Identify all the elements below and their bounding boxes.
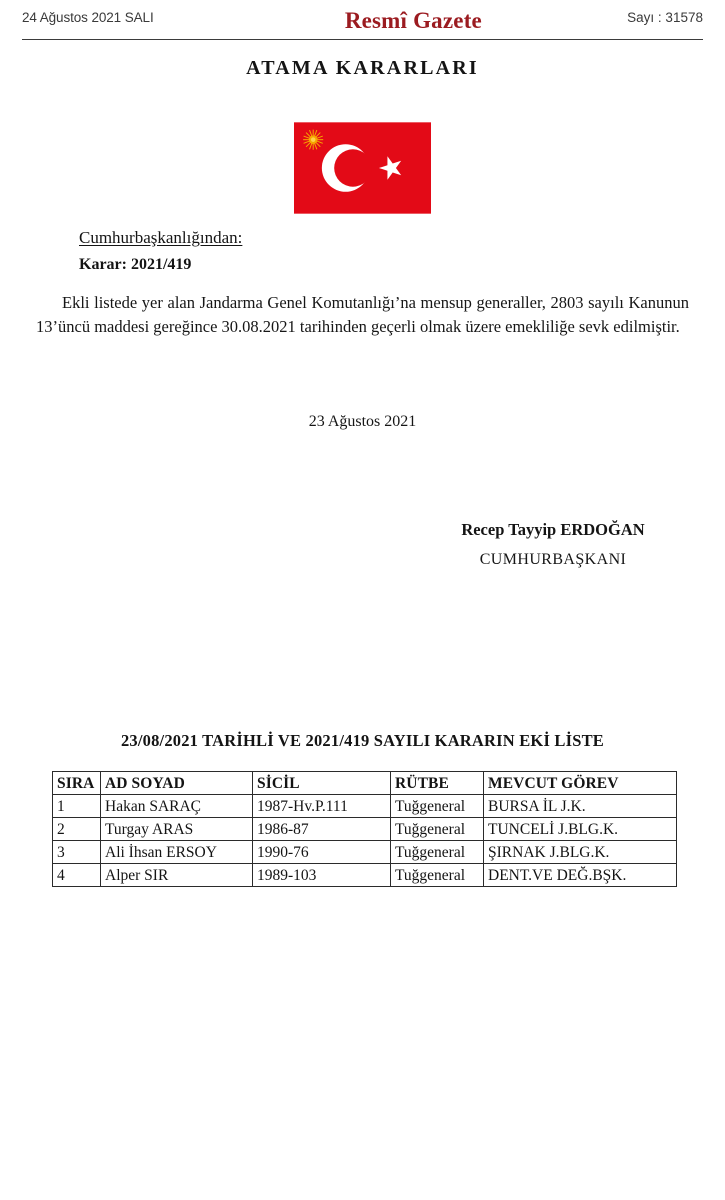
cell-ad-soyad: Turgay ARAS	[101, 818, 253, 841]
turkish-flag-svg	[294, 122, 431, 214]
cell-sira: 1	[53, 795, 101, 818]
cell-ad-soyad: Alper SIR	[101, 864, 253, 887]
page-title: ATAMA KARARLARI	[246, 57, 479, 79]
masthead-title: Resmî Gazete	[344, 8, 482, 33]
turkish-flag-icon	[294, 122, 431, 214]
cell-sira: 4	[53, 864, 101, 887]
signer-title: CUMHURBAŞKANI	[479, 551, 627, 568]
table-header-row	[53, 772, 677, 795]
annex-list-table	[52, 771, 677, 887]
cell-ad-soyad: Ali İhsan ERSOY	[101, 841, 253, 864]
column-header-sicil: SİCİL	[253, 772, 391, 795]
annex-list-title: 23/08/2021 TARİHLİ VE 2021/419 SAYILI KARARIN EKİ LİSTE	[120, 731, 605, 750]
column-header-mevcut-gorev: MEVCUT GÖREV	[484, 772, 677, 795]
cell-sicil: 1986-87	[253, 818, 391, 841]
decision-body-text: Ekli listede yer alan Jandarma Genel Komutanlığı’na mensup generaller, 2803 sayılı Kanunun 13’üncü maddesi gereğince 30.08.2021 tarihinden geçerli olmak üzere emekliliğe sevk edilmiştir.	[36, 293, 689, 336]
masthead-date: 24 Ağustos 2021 SALI	[22, 10, 154, 25]
sun-emblem-icon	[303, 130, 323, 150]
masthead-divider	[22, 39, 703, 40]
decision-number: Karar: 2021/419	[79, 256, 192, 273]
column-header-sira: SIRA	[53, 772, 101, 795]
cell-sira: 3	[53, 841, 101, 864]
cell-sira: 2	[53, 818, 101, 841]
cell-rutbe: Tuğgeneral	[391, 864, 484, 887]
cell-mevcut-gorev: TUNCELİ J.BLG.K.	[484, 818, 677, 841]
decision-date: 23 Ağustos 2021	[308, 413, 417, 430]
masthead-issue-number: Sayı : 31578	[627, 10, 703, 25]
table-row	[53, 795, 677, 818]
column-header-rutbe: RÜTBE	[391, 772, 484, 795]
cell-mevcut-gorev: BURSA İL J.K.	[484, 795, 677, 818]
table-row	[53, 864, 677, 887]
table-row	[53, 818, 677, 841]
column-header-ad-soyad: AD SOYAD	[101, 772, 253, 795]
cell-rutbe: Tuğgeneral	[391, 818, 484, 841]
cell-ad-soyad: Hakan SARAÇ	[101, 795, 253, 818]
table-row	[53, 841, 677, 864]
signer-name: Recep Tayyip ERDOĞAN	[461, 520, 645, 539]
issuing-authority: Cumhurbaşkanlığından:	[79, 228, 243, 247]
cell-sicil: 1987-Hv.P.111	[253, 795, 391, 818]
cell-mevcut-gorev: DENT.VE DEĞ.BŞK.	[484, 864, 677, 887]
cell-rutbe: Tuğgeneral	[391, 841, 484, 864]
cell-rutbe: Tuğgeneral	[391, 795, 484, 818]
crescent-inner	[334, 149, 371, 186]
cell-sicil: 1989-103	[253, 864, 391, 887]
cell-mevcut-gorev: ŞIRNAK J.BLG.K.	[484, 841, 677, 864]
masthead	[22, 8, 703, 36]
cell-sicil: 1990-76	[253, 841, 391, 864]
